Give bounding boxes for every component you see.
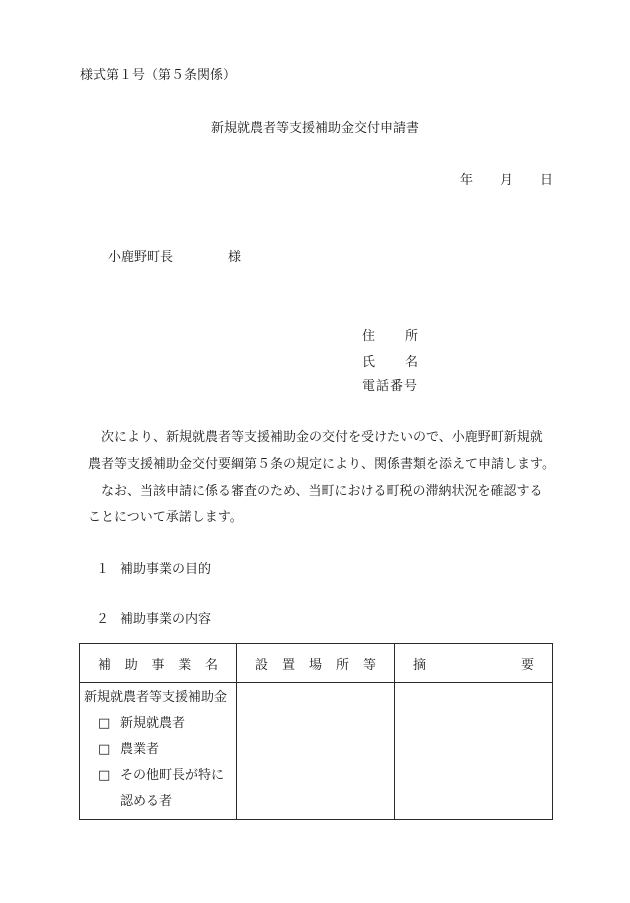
section-purpose: [96, 563, 211, 576]
header-char: 摘: [413, 657, 427, 673]
option-new-farmer[interactable]: [84, 715, 232, 741]
header-char: 等: [362, 657, 376, 673]
section-label: 補助事業の目的: [120, 562, 212, 577]
address-label-text: 住所: [362, 329, 418, 344]
addressee-honorific: 様: [228, 250, 242, 265]
header-char: 助: [124, 657, 138, 673]
form-number: 様式第１号（第５条関係）: [80, 68, 237, 83]
option-label: 農業者: [120, 742, 160, 757]
header-summary: [395, 644, 553, 683]
applicant-address-label: [362, 330, 418, 343]
checkbox-icon[interactable]: □: [98, 716, 111, 731]
table-row: [80, 683, 553, 820]
header-char: 所: [335, 657, 349, 673]
header-location: [237, 644, 395, 683]
document-title: 新規就農者等支援補助金交付申請書: [210, 121, 419, 136]
section-number: １: [96, 562, 110, 577]
date-day-label: 日: [540, 173, 554, 188]
header-char: 設: [255, 657, 269, 673]
header-project-name: [80, 644, 237, 683]
checkbox-icon[interactable]: □: [98, 742, 111, 757]
body-line-3: なお、当該申請に係る審査のため、当町における町税の滞納状況を確認する: [88, 484, 543, 499]
body-line-4: ことについて承諾します。: [88, 510, 243, 525]
header-char: 名: [204, 657, 218, 673]
option-farmer[interactable]: [84, 741, 232, 767]
header-char: 補: [98, 657, 112, 673]
date-year-label: 年: [460, 173, 474, 188]
option-label: 新規就農者: [120, 716, 186, 731]
header-char: 場: [308, 657, 322, 673]
section-content: [96, 613, 211, 626]
content-table: [79, 643, 553, 820]
option-label: その他町長が特に: [120, 768, 225, 783]
option-other-continuation: 認める者: [120, 794, 173, 809]
body-line-2: 農者等支援補助金交付要綱第５条の規定により、関係書類を添えて申請します。: [88, 457, 555, 472]
addressee-name: 小鹿野町長: [108, 250, 174, 265]
summary-cell[interactable]: [395, 683, 553, 820]
project-name-cell: [80, 683, 237, 820]
header-char: 要: [520, 657, 534, 673]
table-header-row: [80, 644, 553, 683]
body-line-1: 次により、新規就農者等支援補助金の交付を受けたいので、小鹿野町新規就: [88, 430, 543, 445]
name-label-text: 氏名: [362, 355, 418, 370]
checkbox-icon[interactable]: □: [98, 768, 111, 783]
option-other[interactable]: [84, 767, 232, 793]
phone-label-text: 電話番号: [362, 379, 419, 394]
date-month-label: 月: [500, 173, 514, 188]
project-heading: 新規就農者等支援補助金: [84, 690, 228, 705]
header-char: 事: [151, 657, 165, 673]
header-char: 業: [178, 657, 192, 673]
applicant-name-label: [362, 356, 418, 369]
location-cell[interactable]: [237, 683, 395, 820]
section-number: ２: [96, 612, 110, 627]
applicant-phone-label: [362, 380, 418, 393]
section-label: 補助事業の内容: [120, 612, 212, 627]
header-char: 置: [281, 657, 295, 673]
